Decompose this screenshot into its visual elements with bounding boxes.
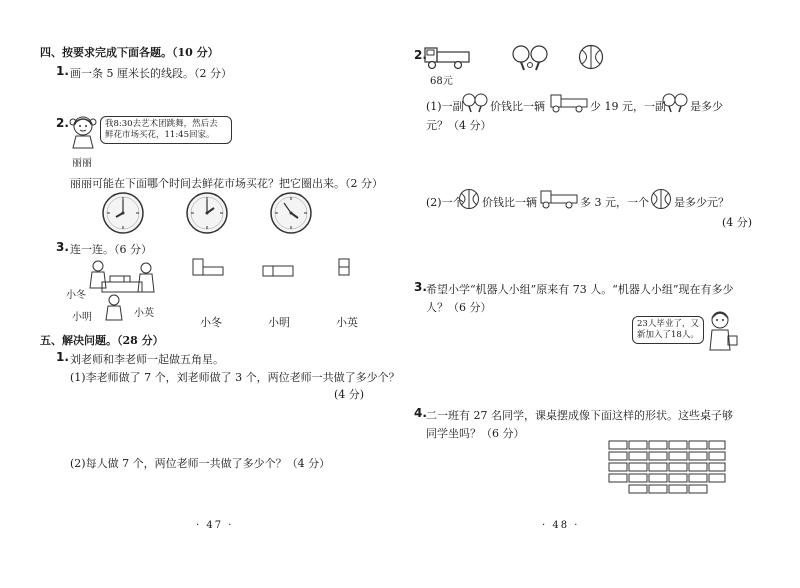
pic-label-xiaoming: 小明 (72, 312, 92, 323)
r-q3-text-line2: 人？（6 分） (426, 301, 492, 314)
q2a-end: 是多少 (690, 100, 723, 113)
q3-name-xiaoming: 小明 (268, 316, 290, 329)
pic-label-xiaoying: 小英 (134, 308, 154, 319)
q2a-pre: (1)一副 (426, 100, 464, 113)
q2b-end: 是多少元？ (674, 196, 729, 209)
r-q4-text-line2: 同学坐吗？（6 分） (426, 427, 525, 440)
clock-2[interactable] (186, 192, 228, 234)
r-q3-text-line1: 希望小学“机器人小组”原来有 73 人。“机器人小组”现在有多少 (426, 283, 734, 296)
q1-text: 画一条 5 厘米长的线段。（2 分） (70, 67, 232, 80)
q2b-mid: 价钱比一辆 (482, 196, 537, 209)
view-shape-2[interactable] (262, 264, 296, 278)
q2-bubble-line1: 我8:30去艺术团跳舞，然后去 (105, 119, 218, 129)
p1-number: 1. (56, 350, 69, 364)
view-shape-1[interactable] (192, 258, 226, 278)
q1-number: 1. (56, 64, 69, 78)
q2-bubble-line2: 鲜花市场买花，11:45回家。 (105, 130, 215, 140)
truck-price: 68元 (430, 76, 453, 87)
r-q3-speech-bubble (632, 316, 704, 344)
basketball-icon (578, 44, 604, 70)
q2b-post: 多 3 元，一个 (580, 196, 649, 209)
clock-3[interactable] (270, 192, 312, 234)
q3-number: 3. (56, 240, 69, 254)
p1a-score: (4 分) (334, 388, 365, 401)
truck-icon (424, 44, 470, 70)
view-shape-3[interactable] (338, 258, 352, 278)
pingpong-paddles-icon (512, 44, 548, 72)
p1a-text: (1)李老师做了 7 个，刘老师做了 3 个，两位老师一共做了多少个？ (70, 371, 400, 384)
q2b-pre: (2)一个 (426, 196, 464, 209)
pic-label-xiaodong: 小冬 (66, 290, 86, 301)
q3-text: 连一连。（6 分） (70, 243, 152, 256)
basketball-inline-icon-2 (650, 188, 672, 210)
q2a-post: 少 19 元，一副 (590, 100, 666, 113)
section4-title: 四、按要求完成下面各题。（10 分） (40, 46, 219, 59)
desk-arrangement-picture (608, 440, 726, 496)
p1b-text: (2)每人做 7 个，两位老师一共做了多少个？（4 分） (70, 457, 331, 470)
section5-title: 五、解决问题。（28 分） (40, 334, 164, 347)
page-number-right: · 48 · (542, 520, 580, 531)
q2a-mid: 价钱比一辆 (490, 100, 545, 113)
r-q2-number: 2. (414, 48, 427, 62)
r-q4-text-line1: 二一班有 27 名同学，课桌摆成像下面这样的形状。这些桌子够 (426, 409, 733, 422)
q3-name-xiaodong: 小冬 (200, 316, 222, 329)
r-q3-bubble-line2: 新加入了18人。 (637, 330, 699, 340)
girl-lili-icon (68, 114, 98, 150)
r-q4-number: 4. (414, 406, 427, 420)
q2-text: 丽丽可能在下面哪个时间去鲜花市场买花？把它圈出来。（2 分） (70, 177, 383, 190)
r-q3-number: 3. (414, 280, 427, 294)
clock-1[interactable] (102, 192, 144, 234)
q2-speech-bubble (100, 116, 232, 144)
pingpong-paddles-inline-icon-2 (662, 92, 688, 114)
page-number-left: · 47 · (196, 520, 234, 531)
q2-name-label: 丽丽 (72, 158, 92, 169)
r-q3-bubble-line1: 23人毕业了，又 (637, 319, 699, 329)
truck-inline-icon (550, 92, 588, 114)
basketball-inline-icon (458, 188, 480, 210)
p1-text: 刘老师和李老师一起做五角星。 (70, 353, 224, 366)
q2b-score: (4 分) (722, 216, 753, 229)
robot-kid-icon (706, 310, 738, 354)
truck-inline-icon-2 (540, 188, 578, 210)
q2-number: 2. (56, 116, 69, 130)
pingpong-paddles-inline-icon (462, 92, 488, 114)
q2a-line2: 元？（4 分） (426, 119, 492, 132)
q3-name-xiaoying: 小英 (336, 316, 358, 329)
